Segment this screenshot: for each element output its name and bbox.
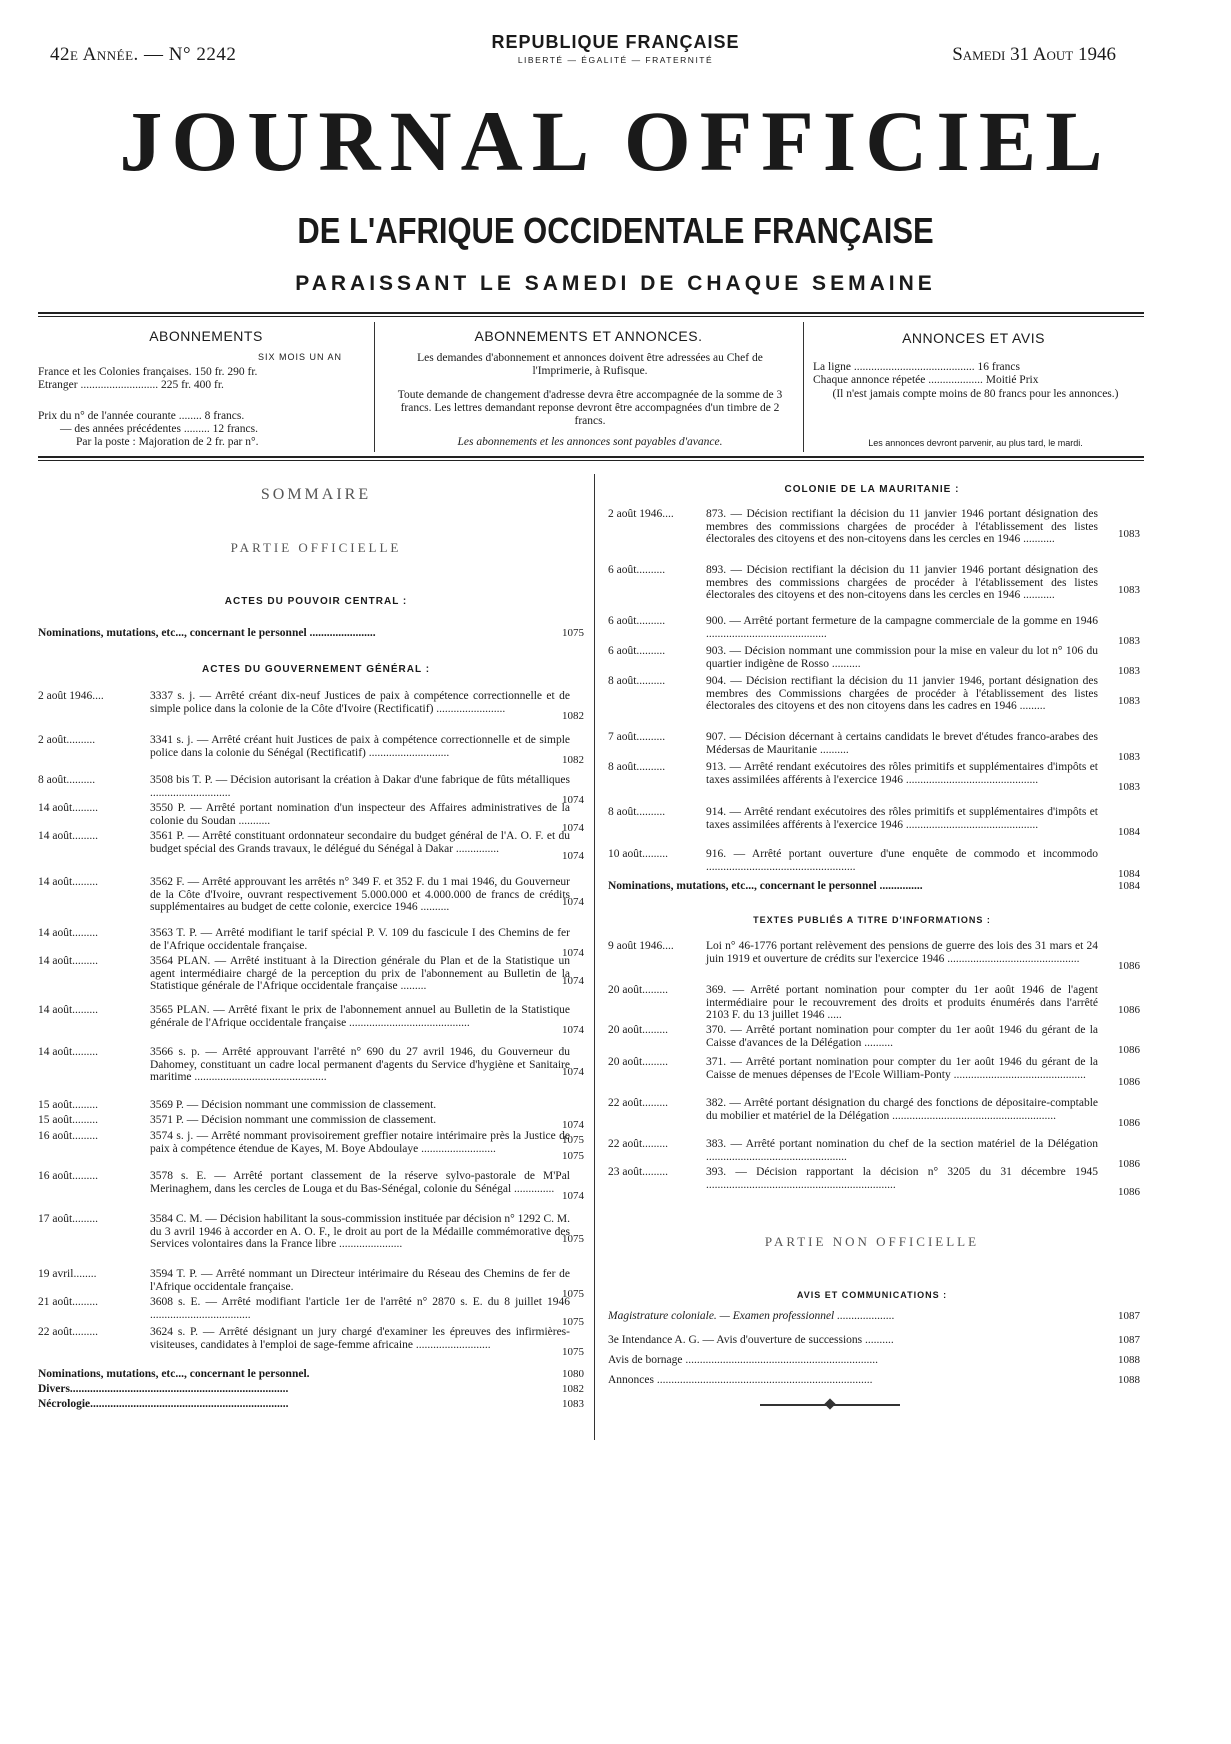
entry-text: 383. — Arrêté portant nomination du chef de la section matériel de la Délégation ................................................. [706,1138,1098,1163]
annonces-avis-heading: ANNONCES ET AVIS [902,330,1045,346]
entry-text: 369. — Arrêté portant nomination pour compter du 1er août 1946 de l'agent intermédiaire pour le recouvrement des droits et produits énumérés dans l'arrêté 2103 F. du 13 juillet 1946 ..... [706,984,1098,1021]
page-ref: 1086 [1118,1117,1140,1129]
page-ref: 1082 [562,710,584,722]
box-bottom-rule [38,456,1144,458]
entry-date: 6 août.......... [608,645,666,657]
sommaire-heading: SOMMAIRE [260,486,372,503]
entry-date: 7 août.......... [608,731,666,743]
entry-date: 16 août......... [38,1170,99,1182]
page-ref: 1086 [1118,960,1140,972]
entry-date: 6 août.......... [608,615,666,627]
page-ref: 1083 [562,1398,584,1410]
entry-text: 3564 PLAN. — Arrêté instituant à la Direction générale du Plan et de la Statistique un agent intermédiaire chargé de la perception du prix de l'abonnement au Bulletin de la Statistique générale de l'Afrique occidentale française ......... [150,955,570,992]
page-ref: 1075 [562,1288,584,1300]
magistrature: Magistrature coloniale. — Examen professionnel .................... [608,1310,895,1322]
entry-date: 17 août......... [38,1213,99,1225]
entry-text: 382. — Arrêté portant désignation du chargé des fonctions de dépositaire-comptable du mobilier et matériel de la Délégation ......................................................... [706,1097,1098,1122]
entry-date: 8 août.......... [608,761,666,773]
page-ref: 1086 [1118,1004,1140,1016]
entry-text: 873. — Décision rectifiant la décision du 11 janvier 1946 portant désignation des membres des commissions chargées de procéder à l'établissement des listes électorales des citoyens et des non-citoyens dans les cercles en 1946 ........... [706,508,1098,545]
entry-date: 14 août......... [38,830,99,842]
entry-text: 3508 bis T. P. — Décision autorisant la création à Dakar d'une fabrique de fûts métalliques ............................ [150,774,570,799]
entry-date: 23 août......... [608,1166,669,1178]
entry-text: 3561 P. — Arrêté constituant ordonnateur secondaire du budget général de l'A. O. F. et du budget spécial des Grands travaux, le délégué du Sénégal à Dakar ............... [150,830,570,855]
entry-date: 9 août 1946.... [608,940,674,952]
entry-text: Loi n° 46-1776 portant relèvement des pensions de guerre des lois des 31 mars et 24 juin 1919 et ouverture de crédits sur l'exercice 1946 .............................................. [706,940,1098,965]
entry-date: 22 août......... [608,1097,669,1109]
page-ref: 1083 [1118,781,1140,793]
page-ref: 1075 [562,1346,584,1358]
delai-annonces: Les annonces devront parvenir, au plus tard, le mardi. [868,438,1083,448]
page-ref: 1083 [1118,528,1140,540]
page-ref: 1080 [562,1368,584,1380]
page-ref: 1088 [1118,1374,1140,1386]
abonnements-heading: ABONNEMENTS [149,328,263,344]
nominations-central: Nominations, mutations, etc..., concernant le personnel ....................... [38,627,376,639]
page-ref: 1074 [562,1066,584,1078]
page-ref: 1086 [1118,1158,1140,1170]
entry-text: 3562 F. — Arrêté approuvant les arrêtés n° 349 F. et 352 F. du 1 mai 1946, du Gouverneur de la Côte d'Ivoire, ouvrant respectivement 5.000.000 et 4.000.000 de francs de crédits supplémentaires au budget de cette colonie, exercice 1946 .......... [150,876,570,913]
entry-text: 914. — Arrêté rendant exécutoires des rôles primitifs et supplémentaires d'impôts et taxes assimilées afférents à l'exercice 1946 .............................................. [706,806,1098,831]
entry-date: 20 août......... [608,1024,669,1036]
column-divider [594,474,595,1440]
page-ref: 1074 [562,975,584,987]
page-ref: 1087 [1118,1334,1140,1346]
entry-text: 913. — Arrêté rendant exécutoires des rôles primitifs et supplémentaires d'impôts et taxes assimilées afférents à l'exercice 1946 .............................................. [706,761,1098,786]
page-ref: 1082 [562,754,584,766]
entry-date: 14 août......... [38,1046,99,1058]
nominations-mauritanie: Nominations, mutations, etc..., concernant le personnel ............... [608,880,923,892]
entry-text: 370. — Arrêté portant nomination pour compter du 1er août 1946 du gérant de la Caisse d'avances de la Délégation .......... [706,1024,1098,1049]
partie-non-officielle-heading: PARTIE NON OFFICIELLE [764,1234,980,1249]
entry-date: 2 août 1946.... [38,690,104,702]
page-ref: 1083 [1118,665,1140,677]
entry-text: 3571 P. — Décision nommant une commission de classement. [150,1114,437,1126]
page-ref: 1083 [1118,695,1140,707]
page-ref: 1074 [562,896,584,908]
prix-ligne: La ligne .......................................... 16 francs [813,361,1020,373]
entry-text: 904. — Décision rectifiant la décision du 11 janvier 1946, portant désignation des membres des Commissions chargées de procéder à l'établissement des listes électorales des citoyens et des non citoyens dans les cadres en 1946 ......... [706,675,1098,712]
entry-date: 22 août......... [608,1138,669,1150]
abonnements-instructions: Les demandes d'abonnement et annonces doivent être adressées au Chef de l'Imprimerie, à Rufisque. [417,352,763,377]
entry-text: 3594 T. P. — Arrêté nommant un Directeur intérimaire du Réseau des Chemins de fer de l'Afrique occidentale française. [150,1268,570,1293]
entry-date: 19 avril........ [38,1268,97,1280]
entry-text: 393. — Décision rapportant la décision n° 3205 du 31 décembre 1945 .................................................................. [706,1166,1098,1191]
journal-title: JOURNAL OFFICIEL [119,93,1112,189]
entry-date: 10 août......... [608,848,669,860]
abonnements-columns: SIX MOIS UN AN [258,352,343,362]
colonie-mauritanie: COLONIE DE LA MAURITANIE : [784,484,960,495]
entry-text: 3563 T. P. — Arrêté modifiant le tarif spécial P. V. 109 du fascicule I des Chemins de fer de l'Afrique occidentale française. [150,927,570,952]
entry-date: 20 août......... [608,984,669,996]
abonnement-france: France et les Colonies françaises. 150 fr. 290 fr. [38,366,258,378]
page-ref: 1083 [1118,751,1140,763]
annonces: Annonces ........................................................................... [608,1374,873,1386]
necrologie: Nécrologie..................................................................... [38,1398,289,1410]
entry-date: 15 août......... [38,1114,99,1126]
page-ref: 1086 [1118,1076,1140,1088]
page-ref: 1074 [562,822,584,834]
publication-frequency: PARAISSANT LE SAMEDI DE CHAQUE SEMAINE [295,272,936,295]
actes-gouvernement-general: ACTES DU GOUVERNEMENT GÉNÉRAL : [201,664,431,675]
entry-date: 8 août.......... [608,675,666,687]
motto: LIBERTÉ — ÉGALITÉ — FRATERNITÉ [517,55,714,65]
abonnement-etranger: Etranger ........................... 225 fr. 400 fr. [38,379,224,391]
entry-text: 903. — Décision nommant une commission pour la mise en valeur du lot n° 106 du quartier indigène de Rosso .......... [706,645,1098,670]
top-rule [38,312,1144,314]
page-ref: 1087 [1118,1310,1140,1322]
page-ref: 1075 [562,1150,584,1162]
page-ref: 1074 [562,1119,584,1131]
entry-date: 8 août.......... [608,806,666,818]
prix-numero: Prix du n° de l'année courante ........ 8 francs. [38,410,245,422]
page-ref: 1075 [562,1134,584,1146]
page-ref: 1084 [1118,826,1140,838]
entry-date: 22 août......... [38,1326,99,1338]
bornage: Avis de bornage ................................................................... [608,1354,879,1366]
entry-text: 3584 C. M. — Décision habilitant la sous-commission instituée par décision n° 1292 C. M. du 3 avril 1946 à accorder en A. O. F., le droit au port de la Médaille commémorative des Services volontaires dans la France libre ...................... [150,1213,570,1250]
entry-text: 3569 P. — Décision nommant une commission de classement. [150,1099,437,1111]
abonnements-annonces-heading: ABONNEMENTS ET ANNONCES. [474,328,703,344]
entry-text: 3608 s. E. — Arrêté modifiant l'article 1er de l'arrêté n° 2870 s. E. du 8 juillet 1946 ................................... [150,1296,570,1321]
entry-text: 371. — Arrêté portant nomination pour compter du 1er août 1946 du gérant de la Caisse de menues dépenses de l'Ecole William-Ponty .............................................. [706,1056,1098,1081]
majoration-poste: Par la poste : Majoration de 2 fr. par n°. [76,436,259,448]
republic-title: REPUBLIQUE FRANÇAISE [491,32,740,52]
changement-adresse: Toute demande de changement d'adresse devra être accompagnée de la somme de 3 francs. Les lettres demandant reponse devront être accompagnées d'un timbre de 2 francs. [397,389,783,427]
box-bottom-rule-thin [38,460,1144,461]
page-ref: 1074 [562,850,584,862]
page-ref: 1084 [1118,868,1140,880]
entry-text: 893. — Décision rectifiant la décision du 11 janvier 1946 portant désignation des membres des commissions chargées de procéder à l'établissement des listes électorales des citoyens et des non-citoyens dans les cercles en 1946 ........... [706,564,1098,601]
issue-number: 42e Année. — N° 2242 [50,44,237,65]
entry-date: 20 août......... [608,1056,669,1068]
end-ornament-diamond [824,1398,835,1409]
entry-text: 3624 s. P. — Arrêté désignant un jury chargé d'examiner les épreuves des infirmières-visiteuses, candidates à l'emploi de sage-femme africaine .......................... [150,1326,570,1351]
page-ref: 1074 [562,1190,584,1202]
top-rule-thin [38,316,1144,317]
actes-pouvoir-central: ACTES DU POUVOIR CENTRAL : [224,596,408,607]
entry-text: 3578 s. E. — Arrêté portant classement de la réserve sylvo-pastorale de M'Pal Merinaghem, dans les cercles de Louga et du Bas-Sénégal, colonie du Sénégal .............. [150,1170,570,1195]
minimum-annonce: (Il n'est jamais compte moins de 80 francs pour les annonces.) [832,388,1119,400]
prix-numero-anciens: — des années précédentes ......... 12 francs. [60,423,258,435]
entry-text: 907. — Décision décernant à certains candidats le brevet d'études franco-arabes des Médersas de Mauritanie .......... [706,731,1098,756]
page-ref: 1075 [562,1316,584,1328]
divers: Divers............................................................................ [38,1383,289,1395]
entry-date: 2 août 1946.... [608,508,674,520]
entry-text: 3550 P. — Arrêté portant nomination d'un inspecteur des Affaires administratives de la colonie du Soudan ........... [150,802,570,827]
entry-text: 900. — Arrêté portant fermeture de la campagne commerciale de la gomme en 1946 .......................................... [706,615,1098,640]
entry-date: 21 août......... [38,1296,99,1308]
page-ref: 1083 [1118,635,1140,647]
entry-date: 16 août......... [38,1130,99,1142]
partie-officielle-heading: PARTIE OFFICIELLE [230,540,402,555]
intendance: 3e Intendance A. G. — Avis d'ouverture de successions .......... [608,1334,894,1346]
entry-date: 14 août......... [38,1004,99,1016]
page-ref: 1074 [562,1024,584,1036]
page-ref: 1074 [562,947,584,959]
entry-date: 14 août......... [38,927,99,939]
annonce-repetee: Chaque annonce répetée ................... Moitié Prix [813,374,1039,386]
entry-text: 3565 PLAN. — Arrêté fixant le prix de l'abonnement annuel au Bulletin de la Statistique générale de l'Afrique occidentale française .......................................... [150,1004,570,1029]
paiement-avance: Les abonnements et les annonces sont payables d'avance. [457,436,723,448]
nominations-general: Nominations, mutations, etc..., concernant le personnel. [38,1368,310,1380]
entry-text: 3341 s. j. — Arrêté créant huit Justices de paix à compétence correctionnelle et de simple police dans la colonie du Sénégal (Rectificatif) ............................ [150,734,570,759]
page-ref: 1088 [1118,1354,1140,1366]
page-ref: 1075 [562,627,584,639]
page-ref: 1086 [1118,1186,1140,1198]
page-ref: 1075 [562,1233,584,1245]
page-ref: 1082 [562,1383,584,1395]
journal-subtitle: DE L'AFRIQUE OCCIDENTALE FRANÇAISE [297,210,934,251]
avis-communications: AVIS ET COMMUNICATIONS : [796,1290,948,1300]
entry-date: 15 août......... [38,1099,99,1111]
entry-date: 2 août.......... [38,734,96,746]
entry-text: 3574 s. j. — Arrêté nommant provisoirement greffier notaire intérimaire près la Justice de paix à compétence étendue de Kayes, M. Boye Abdoulaye .......................... [150,1130,570,1155]
textes-publies: TEXTES PUBLIÉS A TITRE D'INFORMATIONS : [753,915,991,925]
page-ref: 1083 [1118,584,1140,596]
entry-text: 3566 s. p. — Arrêté approuvant l'arrêté n° 690 du 27 avril 1946, du Gouverneur du Dahomey, constituant un cadre local permanent d'agents du Service d'hygiène et Sanitaire maritime .............................................. [150,1046,570,1083]
entry-date: 8 août.......... [38,774,96,786]
entry-date: 14 août......... [38,802,99,814]
page-ref: 1084 [1118,880,1140,892]
entry-date: 6 août.......... [608,564,666,576]
entry-date: 14 août......... [38,955,99,967]
entry-date: 14 août......... [38,876,99,888]
entry-text: 916. — Arrêté portant ouverture d'une enquête de commodo et incommodo .................................................... [706,848,1098,873]
page-ref: 1086 [1118,1044,1140,1056]
entry-text: 3337 s. j. — Arrêté créant dix-neuf Justices de paix à compétence correctionnelle et de simple police dans la colonie de la Côte d'Ivoire (Rectificatif) ........................ [150,690,570,715]
page-ref: 1074 [562,794,584,806]
issue-date: Samedi 31 Aout 1946 [952,44,1116,65]
